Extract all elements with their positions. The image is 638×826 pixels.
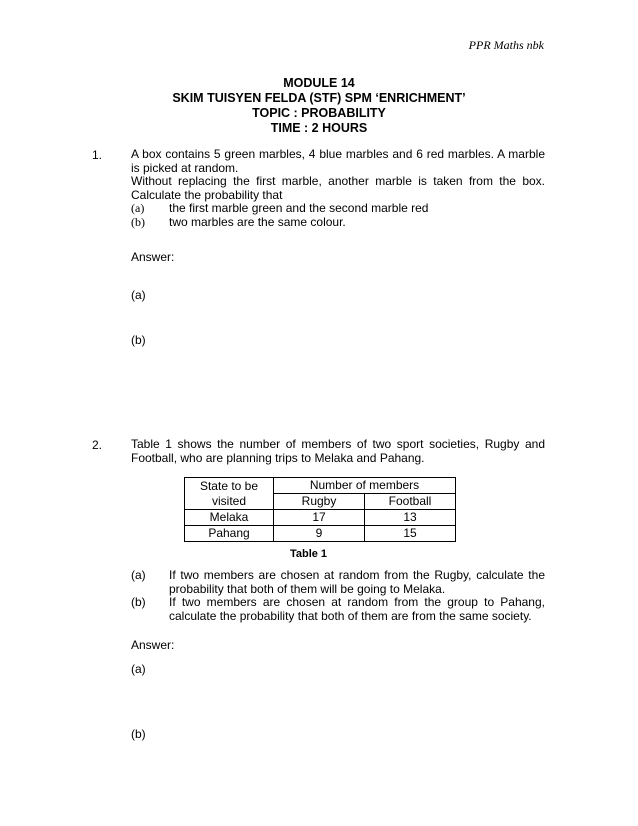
members-table [184,477,456,542]
question-1-sub-b [131,216,545,230]
question-2-answer-b: (b) [131,727,146,741]
sub-text: the first marble green and the second marble red [169,201,429,215]
question-1-number: 1. [92,148,103,162]
question-2-sub-a [131,569,545,596]
question-1-answer-a: (a) [131,288,146,302]
table-row [185,510,456,526]
module-title: MODULE 14 [283,76,355,90]
question-1-sub-a [131,202,545,216]
table-header-state: State to be visited [185,478,274,510]
time-title: TIME : 2 HOURS [270,121,368,135]
question-2-answer-a: (a) [131,662,146,676]
sub-label: (b) [131,214,145,229]
sub-text: If two members are chosen at random from the Rugby, calculate the probability that both of them will be going to Melaka. [169,568,545,596]
question-2-number: 2. [92,438,103,452]
table-header-football: Football [365,494,456,510]
table-cell-football: 13 [365,510,456,526]
question-2-sub-b [131,596,545,623]
table-header-members: Number of members [274,478,456,494]
table-caption: Table 1 [289,548,328,560]
program-title: SKIM TUISYEN FELDA (STF) SPM ‘ENRICHMENT’ [172,91,466,105]
question-2-subparts [131,569,545,623]
question-1-line2: Without replacing the first marble, another marble is taken from the box. Calculate the probability that [131,174,545,202]
header-note: PPR Maths nbk [468,38,544,52]
table-cell-football: 15 [365,526,456,542]
question-1-answer-b: (b) [131,333,146,347]
table-header-rugby: Rugby [274,494,365,510]
sub-label: (b) [131,595,146,609]
question-1-body [131,148,545,229]
question-1-answer-label: Answer: [131,250,175,264]
question-2-answer-label: Answer: [131,638,175,652]
table-cell-rugby: 17 [274,510,365,526]
table-cell-rugby: 9 [274,526,365,542]
table-cell-state: Melaka [185,510,274,526]
title-block [0,76,638,136]
sub-label: (a) [131,201,145,215]
sub-label: (a) [131,568,146,582]
question-1-line1: A box contains 5 green marbles, 4 blue marbles and 6 red marbles. A marble is picked at random. [131,147,545,175]
sub-text: If two members are chosen at random from the group to Pahang, calculate the probability that both of them are from the same society. [169,595,545,623]
table-cell-state: Pahang [185,526,274,542]
question-2-intro: Table 1 shows the number of members of two sport societies, Rugby and Football, who are planning trips to Melaka and Pahang. [131,437,545,465]
sub-text: two marbles are the same colour. [169,214,346,229]
topic-title: TOPIC : PROBABILITY [252,106,386,120]
table-row [185,526,456,542]
